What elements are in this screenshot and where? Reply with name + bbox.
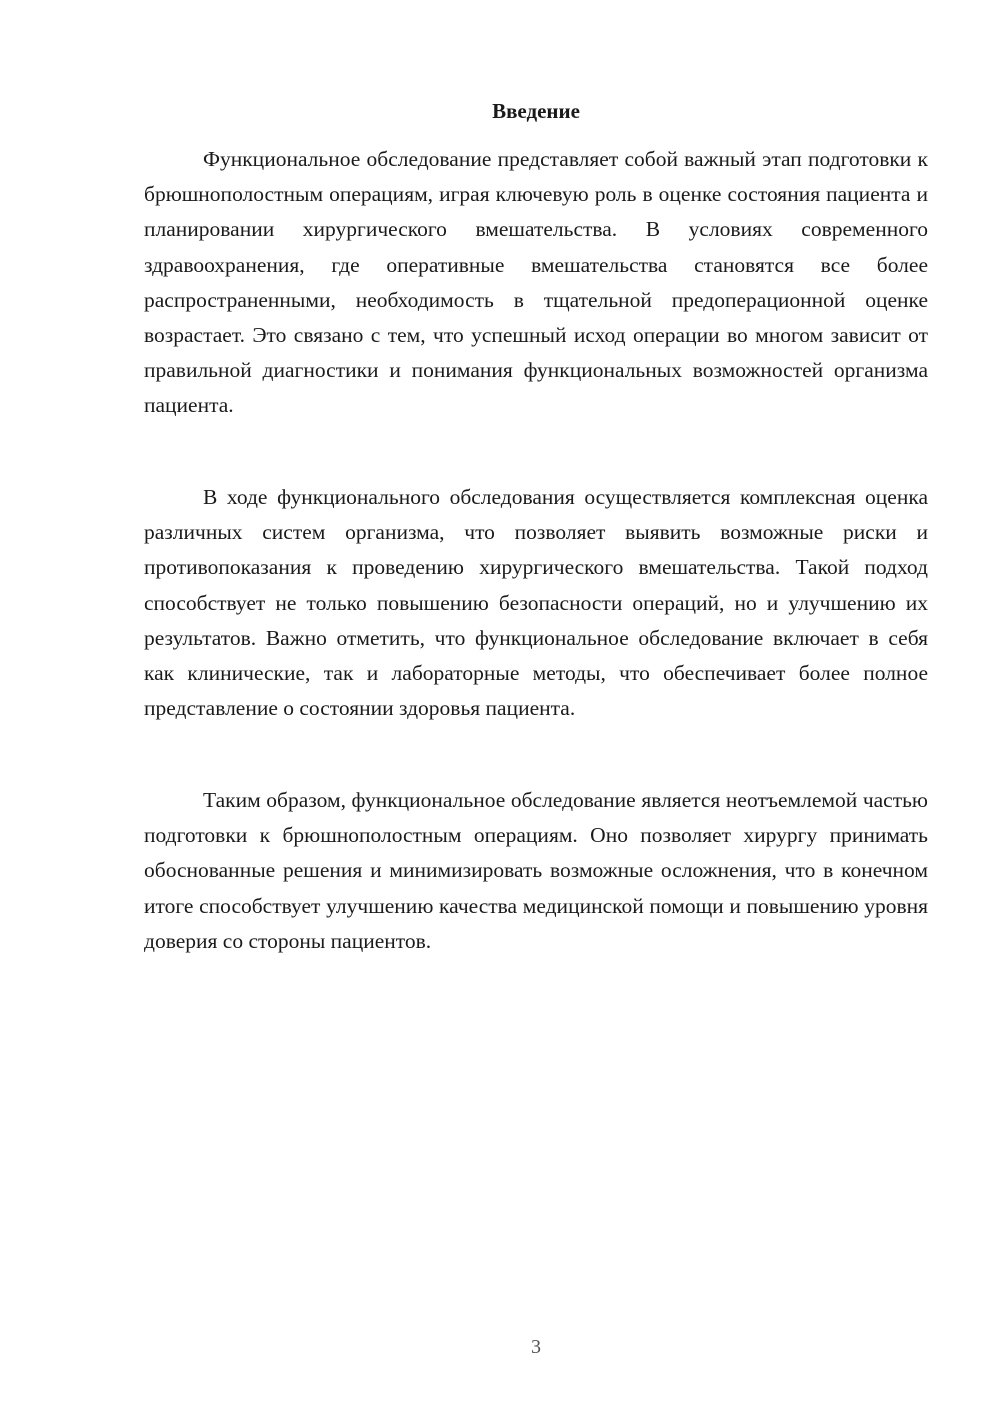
paragraph-conclusion: Таким образом, функциональное обследование является неотъемлемой частью подготовки к брюшнополостным операциям. Оно позволяет хирургу принимать обоснованные решения и минимизировать возможные осложнения, что в конечном итоге способствует улучшению качества медицинской помощи и повышению уровня доверия со стороны пациентов. bbox=[144, 788, 928, 953]
paragraph-assessment: В ходе функционального обследования осуществляется комплексная оценка различных систем организма, что позволяет выявить возможные риски и противопоказания к проведению хирургического вмешательства. Такой подход способствует не только повышению безопасности операций, но и улучшению их результатов. Важно отметить, что функциональное обследование включает в себя как клинические, так и лабораторные методы, что обеспечивает более полное представление о состоянии здоровья пациента. bbox=[144, 485, 928, 721]
section-title: Введение bbox=[492, 99, 580, 123]
page-number: 3 bbox=[531, 1336, 541, 1358]
paragraph-intro: Функциональное обследование представляет собой важный этап подготовки к брюшнополостным операциям, играя ключевую роль в оценке состояния пациента и планировании хирургического вмешательства. В условиях современного здравоохранения, где оперативные вмешательства становятся все более распространенными, необходимость в тщательной предоперационной оценке возрастает. Это связано с тем, что успешный исход операции во многом зависит от правильной диагностики и понимания функциональных возможностей организма пациента. bbox=[144, 147, 928, 418]
